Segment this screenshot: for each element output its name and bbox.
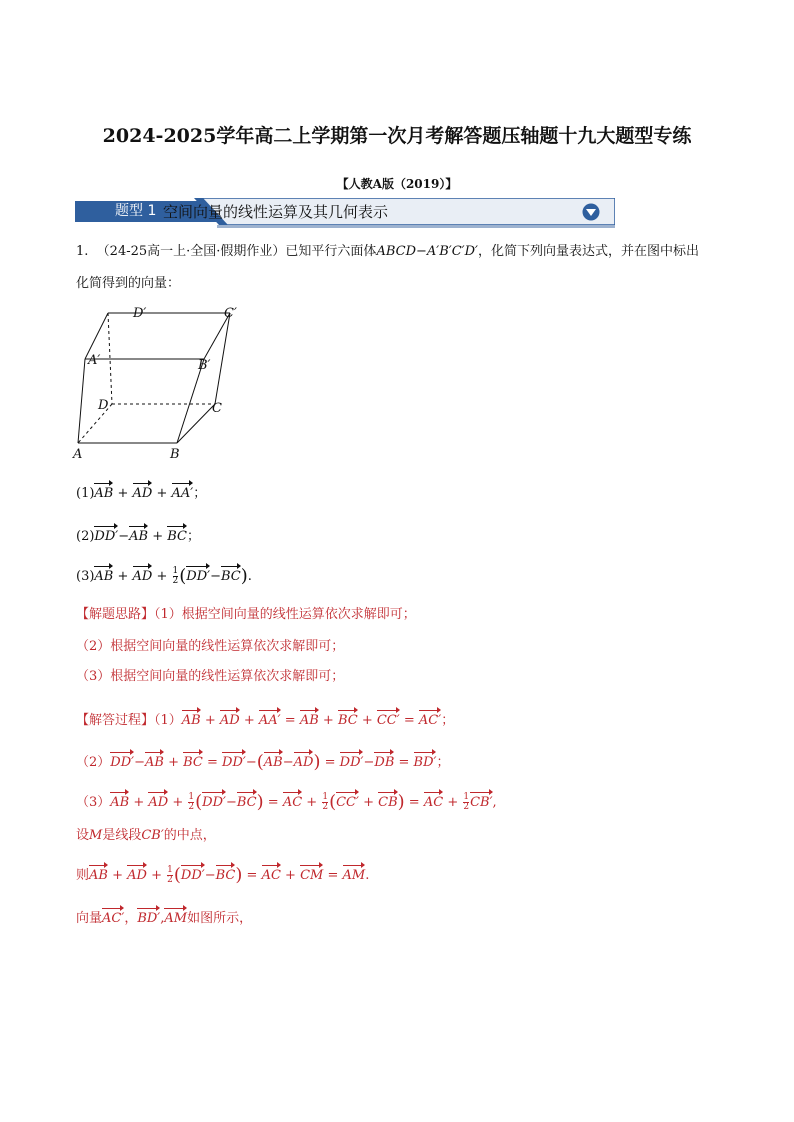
problem-number: 1.: [76, 244, 89, 259]
parallelepiped-figure: [70, 303, 260, 463]
vertex-label-c1: C′: [224, 306, 237, 321]
chevron-down-icon[interactable]: [582, 203, 600, 221]
edition-label: 【人教A版（2019）】: [336, 177, 458, 191]
process-line-3: （3）AB + AD + $\frac{1}{2}$ (DD′−BC) = AC + $\frac{1}{2}$ (CC′ + CB) = AC + $\frac{1}{2}$ CB′,: [76, 789, 497, 813]
vertex-label-a: A: [73, 447, 83, 462]
topic-title: 空间向量的线性运算及其几何表示: [163, 203, 389, 221]
sub-question-3: (3)AB + AD + $\frac{1}{2}$ (DD′−BC).: [76, 563, 252, 587]
vector-note-line: 向量AC′，BD′,AM如图所示，: [76, 905, 252, 929]
midpoint-line: 设M是线段CB′的中点，: [76, 828, 216, 843]
process-line-2: （2）DD′−AB + BC = DD′−(AB−AD) = DD′−DB = BD′；: [76, 749, 450, 773]
idea-line-2: （2）根据空间向量的线性运算依次求解即可；: [76, 639, 345, 654]
sub-question-1: (1)AB + AD + AA′；: [76, 480, 206, 504]
process-label: 【解答过程】: [76, 713, 155, 728]
problem-stem: 1. （24-25高一上·全国·假期作业）已知平行六面体ABCD−A′B′C′D′，化简下列向量表达式，并在图中标出: [76, 244, 700, 259]
idea-line-1: 【解题思路】（1）根据空间向量的线性运算依次求解即可；: [76, 607, 416, 622]
vertex-label-c: C: [212, 401, 222, 416]
problem-source: （24-25高一上·全国·假期作业）: [96, 244, 286, 259]
vertex-label-a1: A′: [88, 353, 101, 368]
vertex-label-d1: D′: [133, 306, 147, 321]
problem-stem-line2: 化简得到的向量：: [76, 276, 181, 291]
vertex-label-b1: B′: [198, 358, 211, 373]
idea-label: 【解题思路】: [76, 607, 155, 622]
vertex-label-b: B: [170, 447, 180, 462]
question-type-label: 题型 1: [115, 203, 157, 219]
solid-name: ABCD−A′B′C′D′: [376, 244, 478, 259]
idea-line-3: （3）根据空间向量的线性运算依次求解即可；: [76, 669, 345, 684]
vertex-label-d: D: [98, 398, 109, 413]
page-title: 2024-2025学年高二上学期第一次月考解答题压轴题十九大题型专练: [102, 125, 692, 147]
process-line-1: 【解答过程】（1）AB + AD + AA′ = AB + BC + CC′ = AC′；: [76, 707, 454, 731]
sub-question-2: (2)DD′−AB + BC；: [76, 523, 200, 547]
section-banner: [75, 198, 615, 228]
then-line: 则AB + AD + $\frac{1}{2}$ (DD′−BC) = AC + CM = AM.: [76, 862, 369, 886]
